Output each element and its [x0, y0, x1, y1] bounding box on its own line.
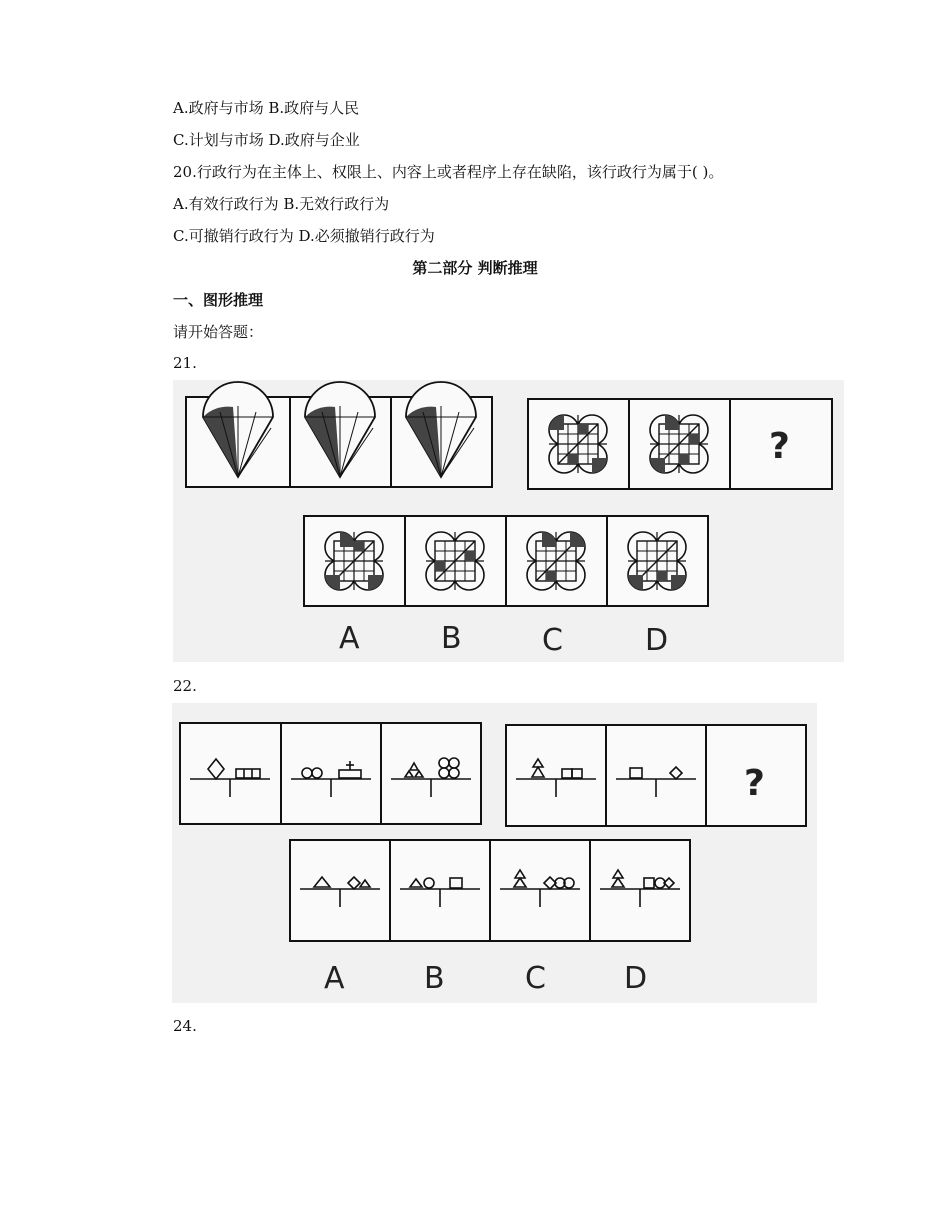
option-a-label: A	[339, 621, 360, 656]
option-c-label: C	[525, 961, 546, 996]
option-d-label: D	[624, 961, 648, 996]
option-a-label: A	[324, 961, 345, 996]
option-b-label: B	[424, 961, 445, 996]
question-20-text: 20.行政行为在主体上、权限上、内容上或者程序上存在缺陷，该行政行为属于( )。	[173, 163, 724, 181]
question-mark: ?	[744, 763, 765, 804]
clover-figure-1	[549, 415, 607, 473]
option-d-label: D	[645, 623, 669, 658]
clover-figure-2	[650, 415, 708, 473]
intro-text: 请开始答题：	[173, 323, 264, 341]
option-line-20cd: C.可撤销行政行为 D.必须撤销行政行为	[173, 227, 435, 245]
section-title: 第二部分 判断推理	[412, 259, 538, 277]
option-line-19ab: A.政府与市场 B.政府与人民	[173, 99, 360, 117]
question-22-number: 22.	[173, 677, 197, 695]
option-b-figure	[426, 532, 484, 590]
option-line-20ab: A.有效行政行为 B.无效行政行为	[173, 195, 390, 213]
option-c-label: C	[542, 623, 563, 658]
subsection-title: 一、图形推理	[173, 291, 264, 309]
option-b-label: B	[441, 621, 462, 656]
option-d-figure	[628, 532, 686, 590]
question-24-number: 24.	[173, 1017, 197, 1035]
option-line-19cd: C.计划与市场 D.政府与企业	[173, 131, 360, 149]
question-mark: ?	[769, 426, 790, 467]
question-21-number: 21.	[173, 354, 197, 372]
question-21-figure	[173, 380, 844, 662]
option-c-figure	[527, 532, 585, 590]
question-22-figure	[172, 703, 817, 1003]
option-a-figure	[325, 532, 383, 590]
